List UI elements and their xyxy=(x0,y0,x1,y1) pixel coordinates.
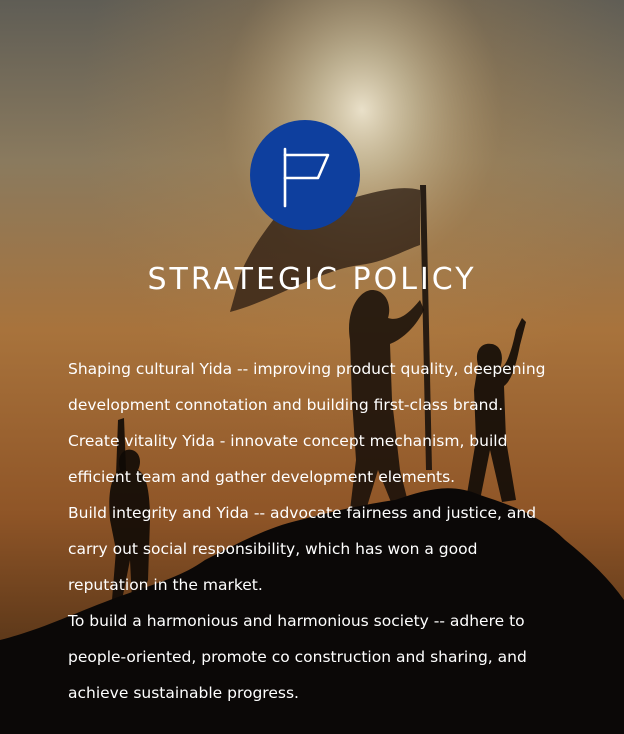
policy-paragraph: To build a harmonious and harmonious society -- adhere to people-oriented, promote co construction and sharing, and achieve sustainable progress. xyxy=(68,612,527,702)
flag-emblem xyxy=(250,120,360,230)
policy-list xyxy=(68,351,560,711)
policy-paragraph: Create vitality Yida - innovate concept mechanism, build efficient team and gather development elements. xyxy=(68,432,508,486)
section-title: STRATEGIC POLICY xyxy=(147,262,477,297)
flag-icon xyxy=(250,120,360,230)
policy-paragraph: Build integrity and Yida -- advocate fairness and justice, and carry out social responsibility, which has won a good reputation in the market. xyxy=(68,504,537,594)
policy-paragraph: Shaping cultural Yida -- improving product quality, deepening development connotation and building first-class brand. xyxy=(68,360,546,414)
